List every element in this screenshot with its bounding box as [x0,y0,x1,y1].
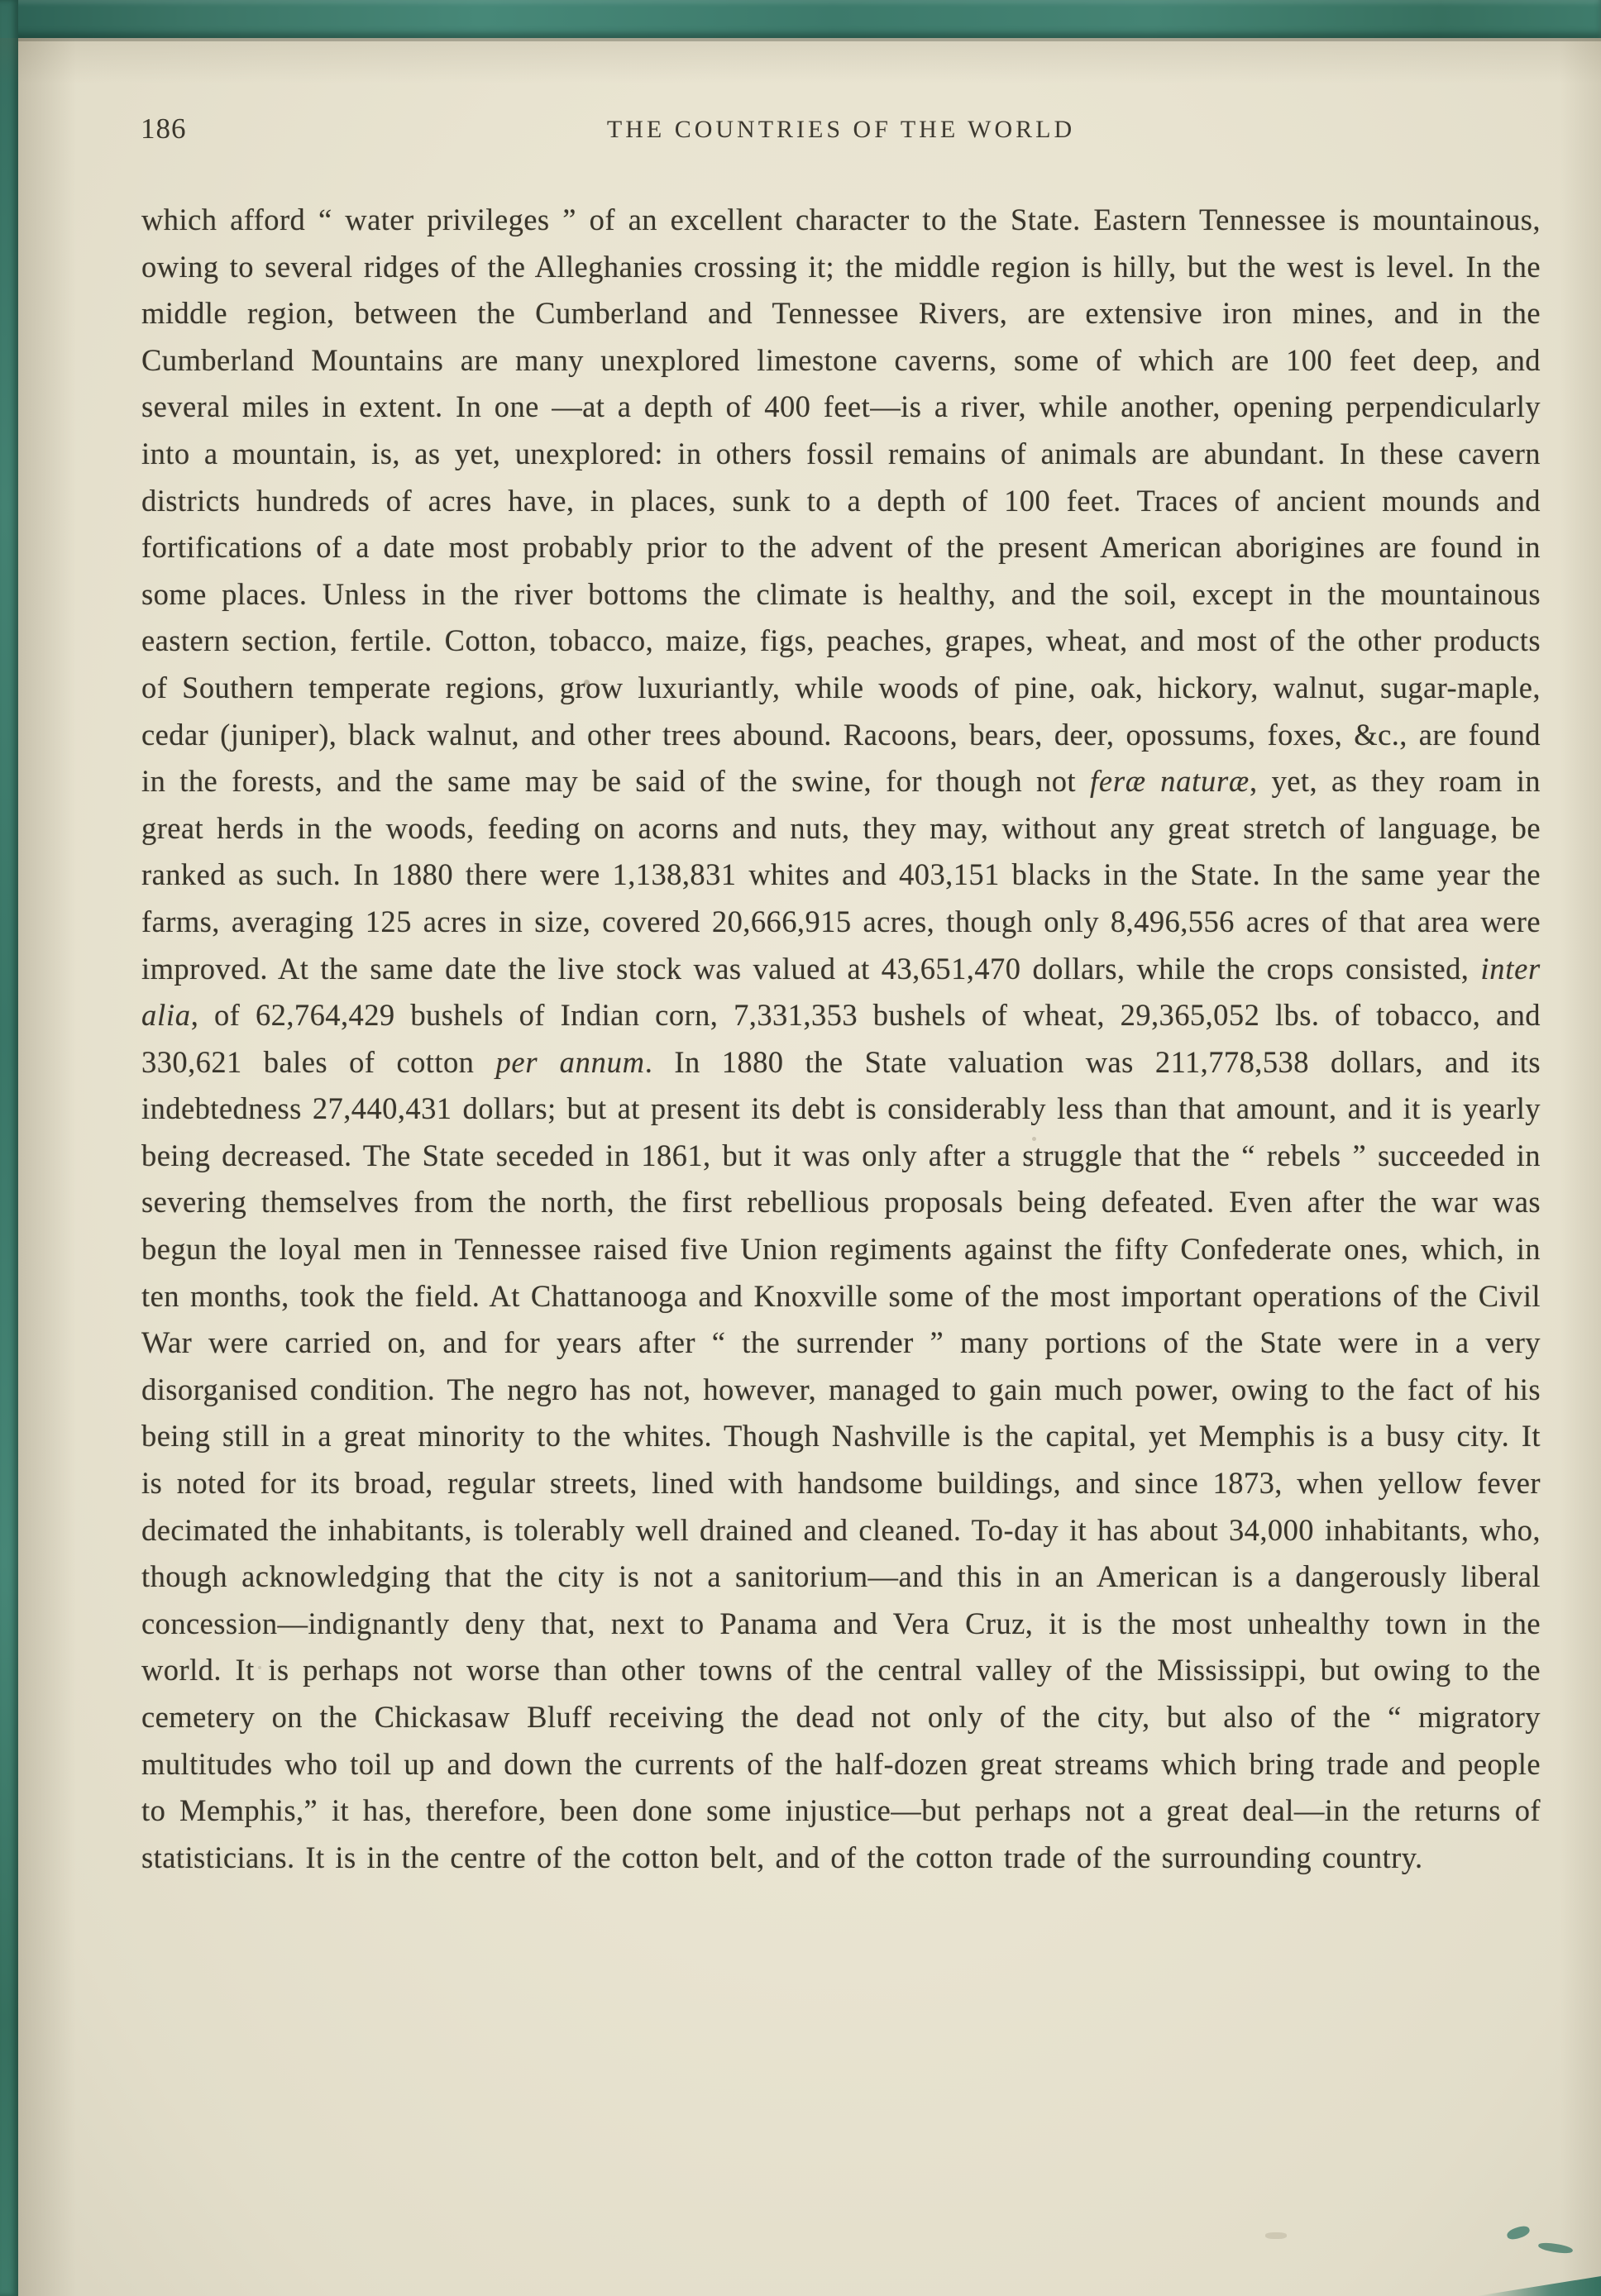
book-edge-corner-streak [1477,2271,1601,2296]
body-text: which afford “ water privileges ” of an excellent character to the State. Eastern Tennessee is mountainous, owing to several ridges of the Alleghanies crossing it; the middle region is hilly, but the west is level. In the middle region, between the Cumberland and Tennessee Rivers, are extensive iron mines, and in the Cumberland Mountains are many unexplored limestone caverns, some of which are 100 feet deep, and several miles in extent. In one —at a depth of 400 feet—is a river, while another, opening perpendicularly into a mountain, is, as yet, unexplored: in others fossil remains of animals are abundant. In these cavern districts hundreds of acres have, in places, sunk to a depth of 100 feet. Traces of ancient mounds and fortifications of a date most probably prior to the advent of the present American aborigines are found in some places. Unless in the river bottoms the climate is healthy, and the soil, except in the mountainous eastern section, fertile. Cotton, tobacco, maize, figs, peaches, grapes, wheat, and most of the other products of Southern temperate regions, grow luxuriantly, while woods of pine, oak, hickory, walnut, sugar-maple, cedar (juniper), black walnut, and other trees abound. Racoons, bears, deer, opossums, foxes, &c., are found in the forests, and the same may be said of the swine, for though not feræ naturæ, yet, as they roam in great herds in the woods, feeding on acorns and nuts, they may, without any great stretch of language, be ranked as such. In 1880 there were 1,138,831 whites and 403,151 blacks in the State. In the same year the farms, averaging 125 acres in size, covered 20,666,915 acres, though only 8,496,556 acres of that area were improved. At the same date the live stock was valued at 43,651,470 dollars, while the crops consisted, inter alia, of 62,764,429 bushels of Indian corn, 7,331,353 bushels of wheat, 29,365,052 lbs. of tobacco, and 330,621 bales of cotton per annum. In 1880 the State valuation was 211,778,538 dollars, and its indebtedness 27,440,431 dollars; but at present its debt is considerably less than that amount, and it is yearly being decreased. The State seceded in 1861, but it was only after a struggle that the “ rebels ” succeeded in severing themselves from the north, the first rebellious proposals being defeated. Even after the war was begun the loyal men in Tennessee raised five Union regiments against the fifty Confederate ones, which, in ten months, took the field. At Chattanooga and Knoxville some of the most important operations of the Civil War were carried on, and for years after “ the surrender ” many portions of the State were in a very disorganised condition. The negro has not, however, managed to gain much power, owing to the fact of his being still in a great minority to the whites. Though Nashville is the capital, yet Memphis is a busy city. It is noted for its broad, regular streets, lined with handsome buildings, and since 1873, when yellow fever decimated the inhabitants, is tolerably well drained and cleaned. To-day it has about 34,000 inhabitants, who, though acknowledging that the city is not a sanitorium—and this in an American is a dangerously liberal concession—indignantly deny that, next to Panama and Vera Cruz, it is the most unhealthy town in the world. It is perhaps not worse than other towns of the central valley of the Mississippi, but owing to the cemetery on the Chickasaw Bluff receiving the dead not only of the city, but also of the “ migratory multitudes who toil up and down the currents of the half-dozen great streams which bring trade and people to Memphis,” it has, therefore, been done some injustice—but perhaps not a great deal—in the returns of statisticians. It is in the centre of the cotton belt, and of the cotton trade of the surrounding country. [141,203,1541,1874]
gutter-shadow [18,38,76,2296]
book-edge-left [0,0,18,2296]
book-edge-top [0,0,1601,38]
paper-smudge [1265,2232,1287,2239]
page-top-shading [0,38,1601,84]
page-number: 186 [141,112,187,145]
book-edge-corner-mark [1506,2224,1532,2241]
page-right-shading [1560,38,1601,2296]
book-edge-corner-mark [1537,2241,1573,2255]
running-header: THE COUNTRIES OF THE WORLD [606,116,1076,143]
